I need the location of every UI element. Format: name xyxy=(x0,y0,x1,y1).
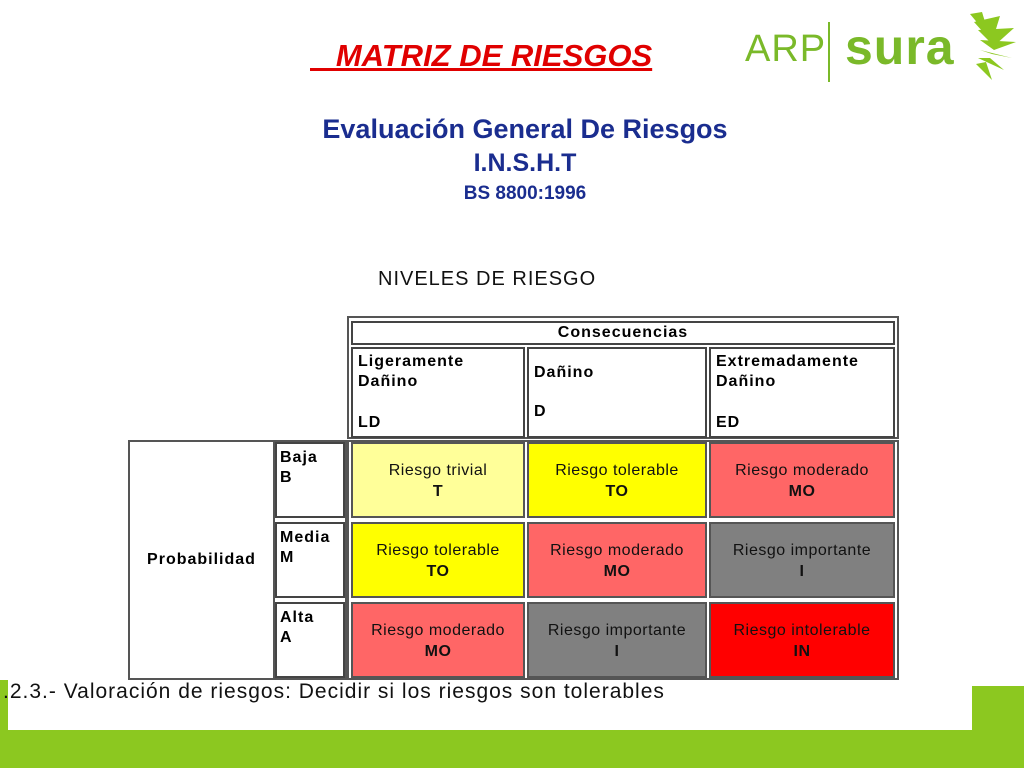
figure-title: NIVELES DE RIESGO xyxy=(378,268,597,290)
probability-label: Probabilidad xyxy=(147,551,256,568)
risk-cell-text: Riesgo moderado xyxy=(735,462,869,479)
risk-cell-text: Riesgo tolerable xyxy=(555,462,679,479)
column-header-ed xyxy=(709,347,895,438)
column-header-label: Dañino xyxy=(534,364,595,381)
risk-cell-code: TO xyxy=(605,483,629,500)
risk-cell-code: TO xyxy=(426,563,450,580)
risk-cell-code: I xyxy=(799,563,805,580)
logo-sura-text: sura xyxy=(845,19,955,75)
risk-cell xyxy=(351,442,525,518)
row-header-abbr: A xyxy=(280,629,293,646)
risk-cell-text: Riesgo tolerable xyxy=(376,542,500,559)
risk-cell xyxy=(709,442,895,518)
risk-cell xyxy=(527,602,707,678)
column-header-abbr: D xyxy=(534,403,547,420)
risk-cell-code: MO xyxy=(603,563,631,580)
risk-cell-code: MO xyxy=(788,483,816,500)
subtitle-standard: BS 8800:1996 xyxy=(463,183,587,204)
column-header-abbr: LD xyxy=(358,414,382,431)
footer-bar xyxy=(0,730,1024,768)
risk-cell-text: Riesgo moderado xyxy=(371,622,505,639)
row-header-alta xyxy=(275,602,345,678)
column-header-ld xyxy=(351,347,525,438)
subtitle-evaluation: Evaluación General De Riesgos xyxy=(322,114,728,144)
risk-cell xyxy=(527,522,707,598)
logo-separator xyxy=(828,22,830,82)
row-header-abbr: B xyxy=(280,469,293,486)
risk-cell-code: MO xyxy=(424,643,452,660)
row-header-label: Baja xyxy=(280,449,318,466)
footer-accent-right xyxy=(972,686,1024,730)
risk-cell-text: Riesgo trivial xyxy=(388,462,488,479)
risk-cell-code: IN xyxy=(793,643,811,660)
consequences-header: Consecuencias xyxy=(351,321,895,345)
risk-cell xyxy=(351,602,525,678)
risk-cell xyxy=(351,522,525,598)
arp-sura-logo xyxy=(745,8,1024,84)
row-header-media xyxy=(275,522,345,598)
risk-cell-code: T xyxy=(432,483,444,500)
risk-cell-text: Riesgo intolerable xyxy=(733,622,871,639)
probability-header-cell xyxy=(128,440,275,680)
row-header-abbr: M xyxy=(280,549,295,566)
column-header-d xyxy=(527,347,707,438)
row-header-baja xyxy=(275,442,345,518)
column-header-label: Extremadamente Dañino xyxy=(716,353,859,390)
risk-cell xyxy=(527,442,707,518)
risk-cell xyxy=(709,602,895,678)
risk-cell xyxy=(709,522,895,598)
subtitle-insht: I.N.S.H.T xyxy=(473,149,577,177)
logo-arp-text: ARP xyxy=(745,28,827,70)
row-header-label: Alta xyxy=(280,609,315,626)
risk-cell-text: Riesgo moderado xyxy=(550,542,684,559)
row-header-label: Media xyxy=(280,529,331,546)
risk-cell-code: I xyxy=(614,643,620,660)
risk-cell-text: Riesgo importante xyxy=(547,622,687,639)
slide-title: MATRIZ DE RIESGOS xyxy=(310,38,653,73)
column-header-abbr: ED xyxy=(716,414,741,431)
wing-icon xyxy=(960,8,1020,84)
caption-text: .2.3.- Valoración de riesgos: Decidir si los riesgos son tolerables xyxy=(3,680,665,703)
column-header-label: Ligeramente Dañino xyxy=(358,353,465,390)
risk-cell-text: Riesgo importante xyxy=(732,542,872,559)
